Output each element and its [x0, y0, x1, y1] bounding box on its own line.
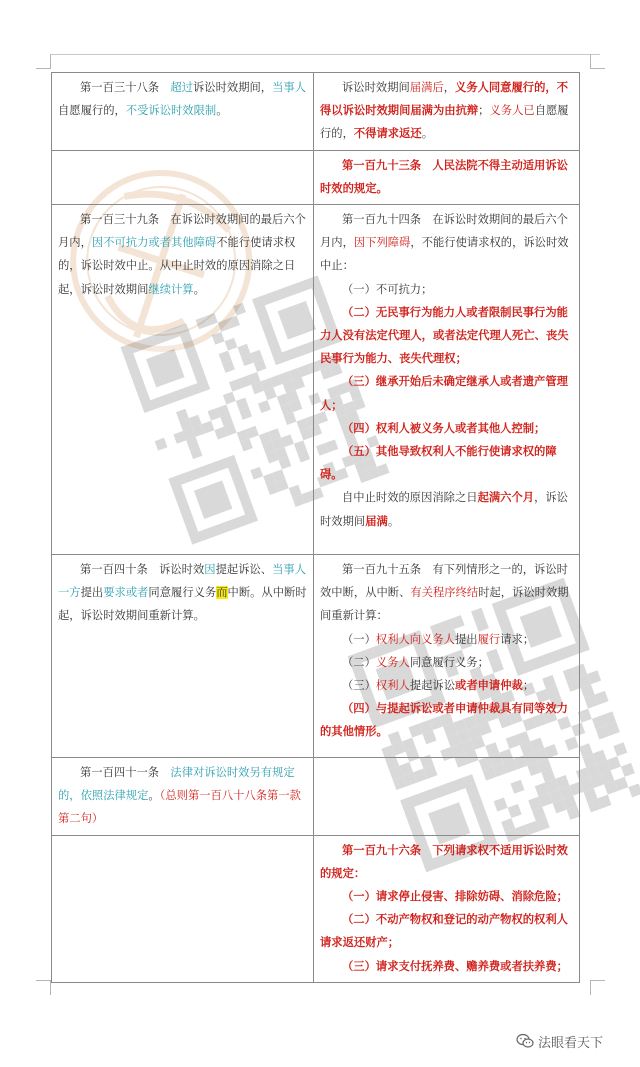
- text-run: 而: [216, 586, 228, 600]
- text-run: 超过: [170, 81, 193, 94]
- old-law-article: [58, 76, 307, 122]
- text-run: （四）权利人被义务人或者其他人控制；: [342, 421, 546, 435]
- old-law-cell: [52, 758, 314, 836]
- text-run: 不得请求返还: [353, 127, 422, 141]
- text-run: 不受诉讼时效限制: [125, 104, 217, 118]
- text-run: 自中止时效的原因消除之日: [342, 491, 478, 505]
- comparison-table: [51, 72, 580, 983]
- text-run: 有关程序终结: [410, 586, 479, 600]
- new-law-cell: [314, 205, 580, 555]
- text-run: 权利人向义务人: [375, 632, 455, 646]
- text-run: 。: [387, 514, 400, 528]
- new-law-cell: [314, 555, 580, 758]
- text-run: 提出: [455, 632, 478, 646]
- new-law-cell: [314, 150, 580, 204]
- text-run: 第一百四十一条: [80, 766, 171, 780]
- text-run: 第一百九十六条 下列请求权不适用诉讼时效的规定：: [320, 843, 568, 880]
- text-run: 时起，诉讼时效期间重新计算：: [320, 586, 569, 623]
- new-law-cell: [314, 758, 580, 836]
- table-row: [52, 835, 580, 982]
- text-run: 或者申请仲裁: [455, 679, 523, 693]
- text-run: 当事人一方: [58, 563, 306, 600]
- crop-mark: [590, 980, 605, 995]
- new-law-clause: [320, 697, 573, 743]
- new-law-clause: [320, 908, 573, 954]
- old-law-cell: [52, 555, 314, 758]
- crop-mark: [36, 980, 51, 995]
- text-run: 提起诉讼: [409, 679, 456, 693]
- old-law-article: [58, 761, 307, 831]
- text-run: 。: [193, 282, 205, 296]
- text-run: 第一百三十八条: [80, 81, 171, 94]
- text-run: 提起诉讼、: [215, 563, 273, 577]
- new-law-clause: [320, 440, 573, 486]
- text-run: ，诉讼时效期间: [320, 491, 568, 528]
- new-law-clause: [320, 885, 573, 908]
- text-run: 不能行使请求权的，诉讼时效中止。从中止时效的原因消除之日起，诉讼时效期间: [58, 236, 296, 296]
- text-run: 第一百九十三条 人民法院不得主动适用诉讼时效的规定。: [320, 158, 568, 195]
- text-run: 义务人已: [489, 104, 535, 118]
- text-run: ；: [478, 104, 490, 118]
- table-row: [52, 555, 580, 758]
- text-run: （一）: [342, 632, 376, 646]
- new-law-article: [320, 839, 573, 885]
- text-run: （一）不可抗力；: [342, 282, 433, 296]
- table-row: [52, 150, 580, 204]
- new-law-article: [320, 208, 573, 278]
- text-run: 起满六个月: [477, 491, 535, 505]
- old-law-cell: [52, 73, 314, 151]
- text-run: 法律对诉讼时效另有规定的，依照法律规定: [58, 766, 295, 803]
- text-run: 义务人同意履行的，不得以诉讼时效期间届满为由抗辩: [320, 81, 568, 118]
- footer-account: [516, 1032, 603, 1050]
- crop-mark: [36, 54, 51, 69]
- text-run: 第一百九十四条 在诉讼时效期间的最后六个月内，: [320, 213, 568, 250]
- new-law-article: [320, 558, 573, 628]
- text-run: 当事人: [272, 81, 306, 94]
- text-run: 提出: [80, 586, 104, 600]
- text-run: 。: [421, 127, 434, 141]
- text-run: 诉讼时效期间: [342, 81, 410, 94]
- new-law-clause: [320, 674, 573, 697]
- text-run: 要求或者: [103, 586, 149, 600]
- text-run: 义务人: [375, 655, 410, 669]
- page-top-rule: [50, 54, 600, 55]
- text-run: 届满后: [409, 81, 444, 94]
- new-law-clause: [320, 301, 573, 371]
- new-law-clause: [320, 417, 573, 440]
- text-run: 第一百四十条 诉讼时效: [80, 563, 205, 577]
- text-run: 因: [204, 563, 216, 577]
- new-law-clause: [320, 370, 573, 416]
- wechat-icon: [516, 1033, 534, 1049]
- text-run: 中断。从中断时起，诉讼时效期间重新计算。: [58, 586, 307, 623]
- text-run: （三）请求支付抚养费、赡养费或者扶养费；: [342, 959, 568, 973]
- text-run: 。: [216, 104, 228, 118]
- new-law-cell: [314, 835, 580, 982]
- new-law-article: [320, 154, 573, 200]
- new-law-cell: [314, 73, 580, 151]
- text-run: 自愿履行的，: [58, 104, 126, 118]
- text-run: ；: [522, 679, 535, 693]
- old-law-cell: [52, 150, 314, 204]
- old-law-article: [58, 558, 307, 628]
- text-run: 第一百三十九条 在诉讼时效期间的最后六个月内，: [58, 213, 306, 250]
- text-run: （五）其他导致权利人不能行使请求权的障碍。: [320, 445, 557, 482]
- old-law-article: [58, 208, 307, 301]
- text-run: （二）: [342, 655, 376, 669]
- crop-mark: [590, 54, 605, 69]
- text-run: （二）不动产物权和登记的动产物权的权利人请求返还财产；: [320, 913, 568, 950]
- new-law-clause: [320, 486, 573, 532]
- text-run: （三）继承开始后未确定继承人或者遗产管理人；: [320, 375, 568, 412]
- old-law-cell: [52, 205, 314, 555]
- text-run: （二）无民事行为能力人或者限制民事行为能力人没有法定代理人，或者法定代理人死亡、丧失民事行为能力、丧失代理权；: [320, 305, 569, 366]
- text-run: ，不能行使请求权的，诉讼时效中止：: [320, 236, 569, 273]
- text-run: 。: [148, 789, 160, 803]
- table-row: [52, 205, 580, 555]
- text-run: （一）请求停止侵害、排除妨碍、消除危险；: [342, 890, 568, 904]
- footer-account-name: 法眼看天下: [538, 1035, 604, 1051]
- text-run: 或者其他障碍: [148, 236, 217, 250]
- new-law-article: [320, 76, 573, 146]
- text-run: （三）: [342, 679, 376, 693]
- text-run: 继续计算: [148, 282, 194, 296]
- table-row: [52, 758, 580, 836]
- text-run: （总则第一百八十八条第一款第二句）: [58, 789, 301, 826]
- text-run: ，: [443, 81, 456, 94]
- text-run: 同意履行义务；: [409, 655, 489, 669]
- table-row: [52, 73, 580, 151]
- text-run: 履行: [477, 632, 501, 646]
- old-law-cell: [52, 835, 314, 982]
- text-run: 第一百九十五条 有下列情形之一的，诉讼时效中断，从中断、: [320, 563, 568, 600]
- text-run: 届满: [365, 514, 388, 528]
- new-law-clause: [320, 651, 573, 674]
- new-law-clause: [320, 278, 573, 301]
- new-law-clause: [320, 955, 573, 978]
- text-run: 权利人: [375, 679, 410, 693]
- text-run: 自愿履行的，: [320, 104, 569, 141]
- text-run: 因不可抗力: [91, 236, 149, 250]
- new-law-clause: [320, 628, 573, 651]
- text-run: 同意履行义务: [148, 586, 217, 600]
- text-run: 因下列障碍: [353, 236, 411, 250]
- text-run: 诉讼时效期间，: [193, 81, 273, 94]
- text-run: 请求；: [500, 632, 535, 646]
- text-run: （四）与提起诉讼或者申请仲裁具有同等效力的其他情形。: [320, 702, 568, 739]
